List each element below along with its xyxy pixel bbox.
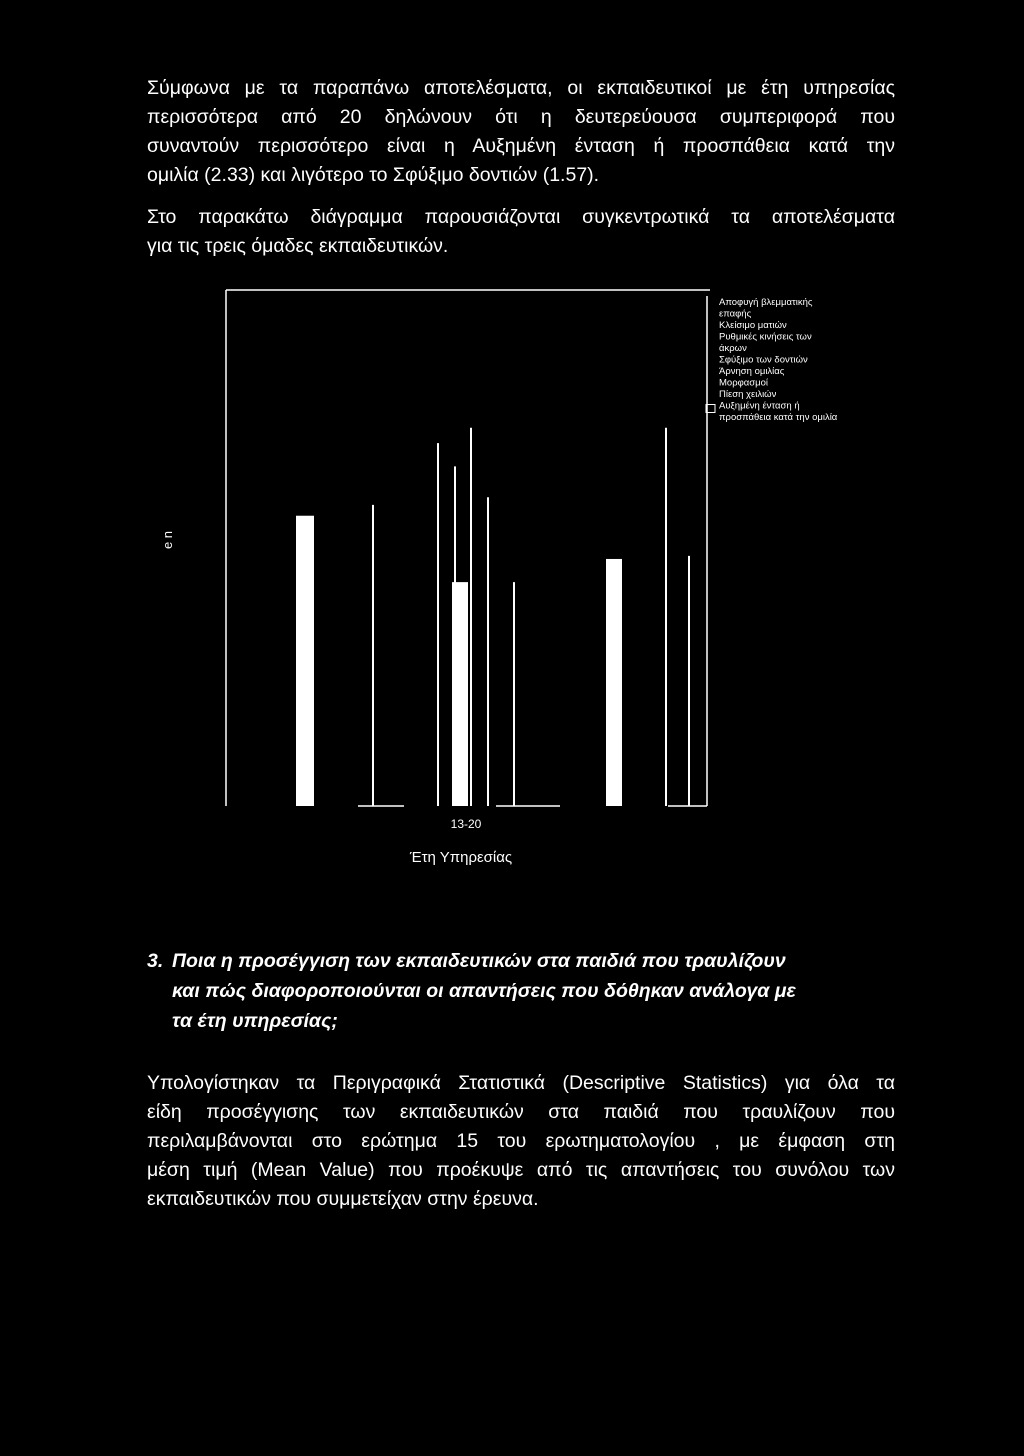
y-axis-label: e n: [160, 530, 175, 550]
outro-line: Υπολογίστηκαν τα Περιγραφικά Στατιστικά (Descriptive Statistics) για όλα τα: [147, 1072, 895, 1094]
outro-line: περιλαμβάνονται στο ερώτημα 15 του ερωτηματολογίου , με έμφαση στη: [147, 1130, 895, 1152]
legend-entry-text: Μορφασμοί: [719, 377, 768, 389]
chart-legend: [706, 297, 838, 423]
intro-line: Σύμφωνα με τα παραπάνω αποτελέσματα, οι εκπαιδευτικοί με έτη υπηρεσίας: [147, 77, 895, 99]
legend-entry-text: επαφής: [719, 308, 752, 320]
bar-fill-2: [606, 559, 622, 806]
question-heading: [147, 946, 895, 1036]
intro-line: περισσότερα από 20 δηλώνουν ότι η δευτερεύουσα συμπεριφορά που: [147, 106, 895, 128]
legend-entry-text: Σφύξιμο των δοντιών: [719, 354, 808, 366]
legend-entry-text: άκρων: [719, 343, 747, 354]
outro-line: μέση τιμή (Mean Value) που προέκυψε από τις απαντήσεις του συνόλου των: [147, 1159, 895, 1181]
legend-entry-text: Αποφυγή βλεμματικής: [719, 297, 813, 308]
outro-paragraph: [147, 1069, 895, 1214]
legend-entry-text: Ρυθμικές κινήσεις των: [719, 331, 812, 343]
chart-bars: [296, 428, 689, 806]
outro-line: εκπαιδευτικών που συμμετείχαν στην έρευνα.: [147, 1188, 539, 1210]
question-line: και πώς διαφοροποιούνται οι απαντήσεις που δόθηκαν ανάλογα με: [172, 980, 796, 1002]
legend-entry-text: Κλείσιμο ματιών: [719, 320, 787, 331]
x-tick-label: 13-20: [450, 817, 482, 831]
question-line: τα έτη υπηρεσίας;: [172, 1010, 338, 1032]
question-line: Ποια η προσέγγιση των εκπαιδευτικών στα παιδιά που τραυλίζουν: [172, 950, 786, 972]
chart-intro-line: Στο παρακάτω διάγραμμα παρουσιάζονται συγκεντρωτικά τα αποτελέσματα: [147, 206, 895, 228]
x-axis-label: Έτη Υπηρεσίας: [409, 849, 513, 866]
bar-fill-0: [296, 516, 314, 806]
chart-intro-line: για τις τρεις όμαδες εκπαιδευτικών.: [147, 235, 449, 257]
legend-entry-text: προσπάθεια κατά την ομιλία: [719, 412, 838, 423]
bar-fill-1: [452, 582, 468, 806]
intro-line: ομιλία (2.33) και λιγότερο το Σφύξιμο δοντιών (1.57).: [147, 164, 600, 186]
legend-entry-text: Πίεση χειλιών: [719, 389, 777, 400]
legend-entry-text: Αυξημένη ένταση ή: [719, 400, 800, 412]
legend-entry-text: Άρνηση ομιλίας: [719, 366, 785, 377]
outro-line: είδη προσέγγισης των εκπαιδευτικών στα παιδιά που τραυλίζουν που: [147, 1101, 895, 1123]
question-number: 3.: [147, 950, 164, 972]
intro-line: συναντούν περισσότερο είναι η Αυξημένη ένταση ή προσπάθεια κατά την: [147, 135, 895, 157]
